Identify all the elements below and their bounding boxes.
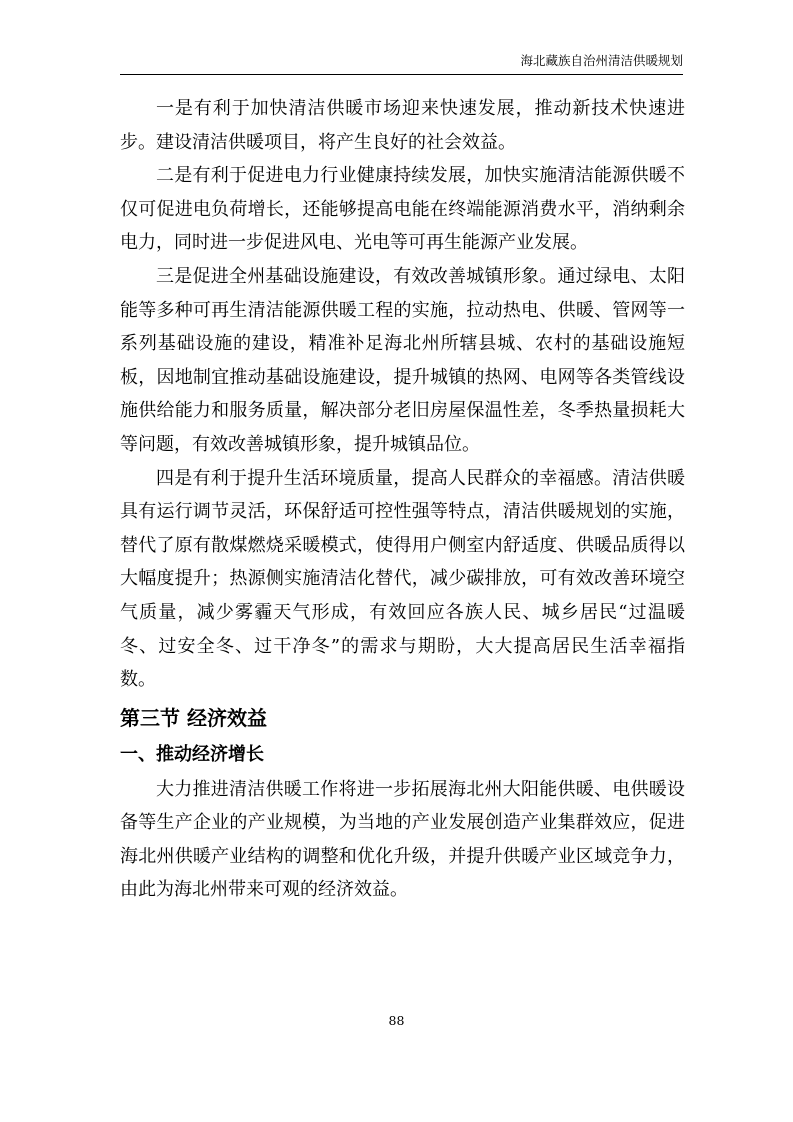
subsection-title: 一、推动经济增长	[120, 743, 264, 765]
page-number: 88	[388, 1013, 405, 1028]
paragraph-living-environment: 四是有利于提升生活环境质量，提高人民群众的幸福感。清洁供暖具有运行调节灵活，环保舒适可控性强等特点，清洁供暖规划的实施，替代了原有散煤燃烧采暖模式，使得用户侧室内舒适度、供暖品质得以大幅度提升；热源侧实施清洁化替代，减少碳排放，可有效改善环境空气质量，减少雾霾天气形成，有效回应各族人民、城乡居民“过温暖冬、过安全冬、过干净冬”的需求与期盼，大大提高居民生活幸福指数。	[120, 467, 685, 691]
paragraph-infrastructure: 三是促进全州基础设施建设，有效改善城镇形象。通过绿电、太阳能等多种可再生清洁能源供暖工程的实施，拉动热电、供暖、管网等一系列基础设施的建设，精准补足海北州所辖县城、农村的基础设施短板，因地制宜推动基础设施建设，提升城镇的热网、电网等各类管线设施供给能力和服务质量，解决部分老旧房屋保温性差，冬季热量损耗大等问题，有效改善城镇形象，提升城镇品位。	[120, 265, 685, 455]
page-body	[120, 92, 685, 907]
header-title: 海北藏族自治州清洁供暖规划	[520, 53, 683, 68]
paragraph-market-development: 一是有利于加快清洁供暖市场迎来快速发展，推动新技术快速进步。建设清洁供暖项目，将产生良好的社会效益。	[120, 98, 685, 153]
paragraph-economic-growth: 大力推进清洁供暖工作将进一步拓展海北州大阳能供暖、电供暖设备等生产企业的产业规模，为当地的产业发展创造产业集群效应，促进海北州供暖产业结构的调整和优化升级，并提升供暖产业区域竞争力，由此为海北州带来可观的经济效益。	[120, 778, 685, 901]
section-title: 第三节 经济效益	[120, 705, 267, 730]
paragraph-power-industry: 二是有利于促进电力行业健康持续发展，加快实施清洁能源供暖不仅可促进电负荷增长，还能够提高电能在终端能源消费水平，消纳剩余电力，同时进一步促进风电、光电等可再生能源产业发展。	[120, 165, 685, 254]
running-header	[120, 52, 683, 75]
